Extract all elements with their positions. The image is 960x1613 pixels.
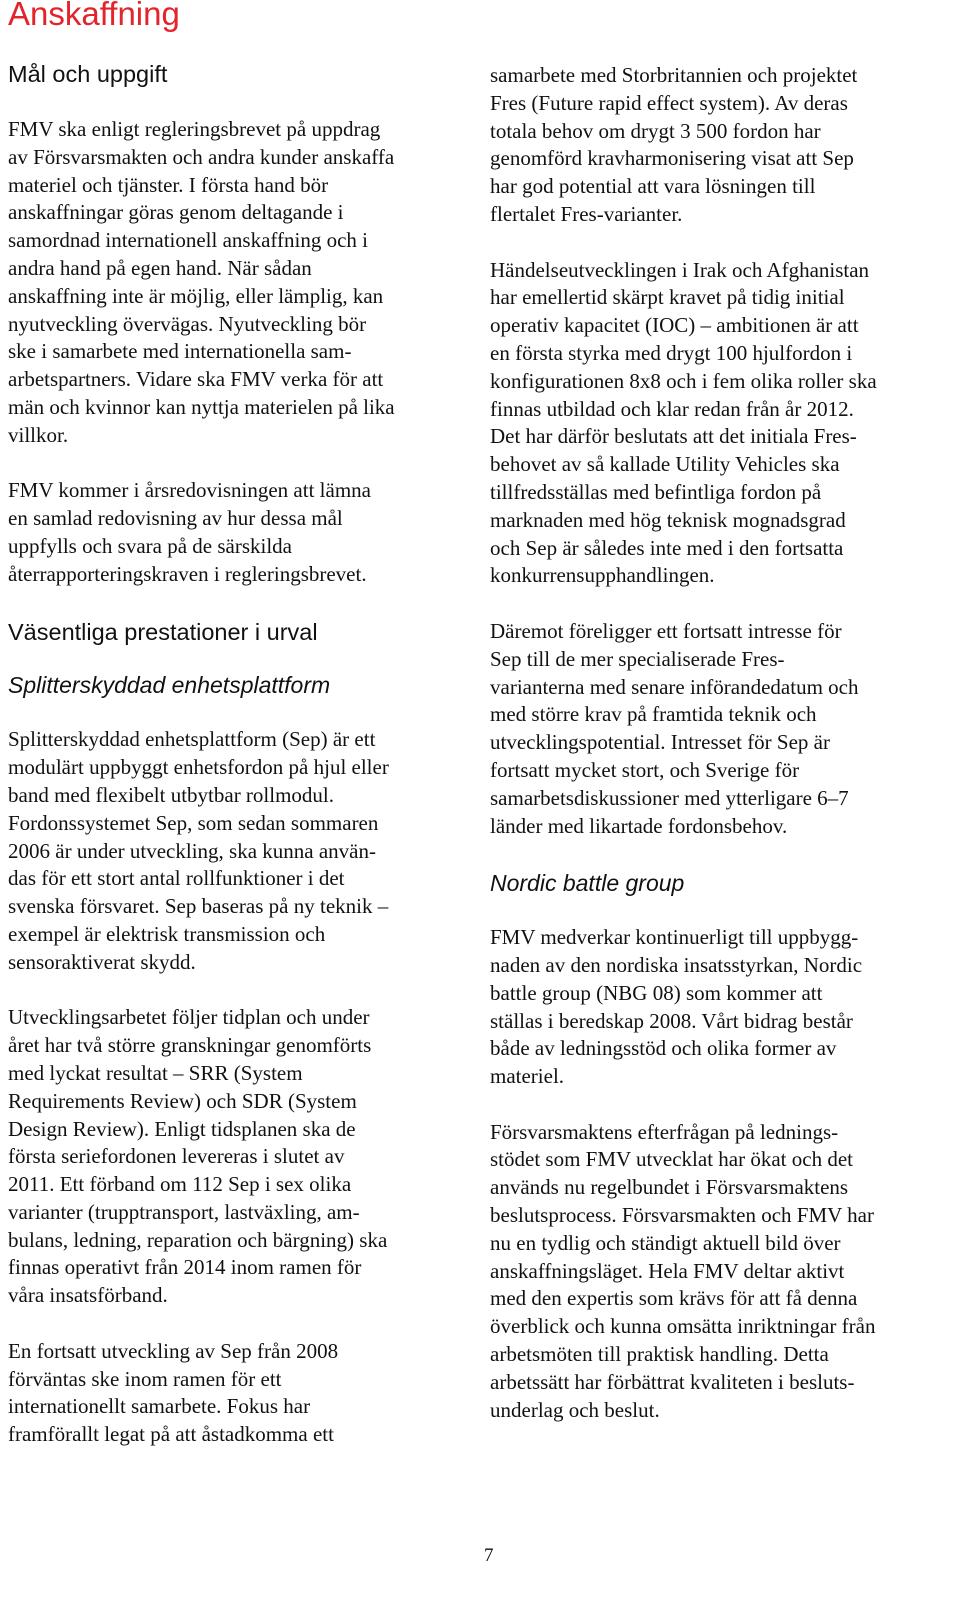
paragraph xyxy=(8,1338,458,1449)
text-line: FMV kommer i årsredovisningen att lämna xyxy=(8,478,371,503)
text-line: med större krav på framtida teknik och xyxy=(490,702,817,727)
text-line: med den expertis som krävs för att få denna xyxy=(490,1286,858,1311)
text-line: finnas operativt från 2014 inom ramen för xyxy=(8,1255,362,1280)
text-line: nu en tydlig och ständigt aktuell bild över xyxy=(490,1230,841,1255)
text-line: stödet som FMV utvecklat har ökat och det xyxy=(490,1147,853,1172)
text-line: marknaden med hög teknisk mognadsgrad xyxy=(490,507,846,532)
text-line: män och kvinnor kan nyttja materielen på lika xyxy=(8,394,395,419)
text-line: villkor. xyxy=(8,422,69,447)
text-line: finnas utbildad och klar redan från år 2012. xyxy=(490,396,854,421)
text-line: och Sep är således inte med i den fortsatta xyxy=(490,535,844,560)
text-line: nyutveckling övervägas. Nyutveckling bör xyxy=(8,311,367,336)
paragraph xyxy=(8,726,458,976)
text-line: svenska försvaret. Sep baseras på ny teknik – xyxy=(8,894,389,919)
text-line: Utvecklingsarbetet följer tidplan och under xyxy=(8,1005,370,1030)
text-line: bulans, ledning, reparation och bärgning) ska xyxy=(8,1227,388,1252)
text-line: konkurrensupphandlingen. xyxy=(490,563,715,588)
text-line: våra insatsförband. xyxy=(8,1283,168,1308)
text-line: materiel. xyxy=(490,1064,565,1089)
text-line: första seriefordonen levereras i slutet av xyxy=(8,1144,345,1169)
text-line: underlag och beslut. xyxy=(490,1397,660,1422)
page-number: 7 xyxy=(484,1545,494,1566)
text-line: internationellt samarbete. Fokus har xyxy=(8,1394,311,1419)
text-line: förväntas ske inom ramen för ett xyxy=(8,1366,282,1391)
text-line: materiel och tjänster. I första hand bör xyxy=(8,172,329,197)
text-line: tillfredsställas med befintliga fordon på xyxy=(490,479,822,504)
page-title: Anskaffning xyxy=(8,0,180,32)
text-line: en samlad redovisning av hur dessa mål xyxy=(8,506,343,531)
text-line: arbetsmöten till praktisk handling. Detta xyxy=(490,1342,829,1367)
text-line: En fortsatt utveckling av Sep från 2008 xyxy=(8,1338,339,1363)
heading-mal-och-uppgift: Mål och uppgift xyxy=(8,61,168,87)
text-line: FMV ska enligt regleringsbrevet på uppdrag xyxy=(8,117,381,141)
text-line: Sep till de mer specialiserade Fres- xyxy=(490,646,785,671)
text-line: genomförd kravharmonisering visat att Sep xyxy=(490,146,854,171)
text-line: konfigurationen 8x8 och i fem olika roller ska xyxy=(490,368,877,393)
text-line: utvecklingspotential. Intresset för Sep är xyxy=(490,730,830,755)
text-line: 2006 är under utveckling, ska kunna använ- xyxy=(8,838,376,863)
left-column xyxy=(8,58,458,1477)
text-line: både av ledningsstöd och olika former av xyxy=(490,1036,837,1061)
text-line: FMV medverkar kontinuerligt till uppbygg- xyxy=(490,925,859,950)
text-line: arbetspartners. Vidare ska FMV verka för att xyxy=(8,367,384,392)
text-line: anskaffningsläget. Hela FMV deltar aktivt xyxy=(490,1258,845,1283)
text-line: anskaffningar göras genom deltagande i xyxy=(8,200,344,225)
text-line: Fordonssystemet Sep, som sedan sommaren xyxy=(8,810,379,835)
text-line: das för ett stort antal rollfunktioner i det xyxy=(8,866,345,891)
subheading-nordic-battle-group: Nordic battle group xyxy=(490,870,685,897)
text-line: andra hand på egen hand. När sådan xyxy=(8,255,312,280)
text-line: Design Review). Enligt tidsplanen ska de xyxy=(8,1116,356,1141)
paragraph xyxy=(490,618,940,840)
text-line: framförallt legat på att åstadkomma ett xyxy=(8,1422,334,1447)
text-line: operativ kapacitet (IOC) – ambitionen är att xyxy=(490,313,859,338)
text-line: 2011. Ett förband om 112 Sep i sex olika xyxy=(8,1172,352,1197)
text-line: battle group (NBG 08) som kommer att xyxy=(490,980,823,1005)
text-line: återrapporteringskraven i regleringsbrevet. xyxy=(8,561,367,586)
text-line: samarbete med Storbritannien och projektet xyxy=(490,63,858,87)
text-line: totala behov om drygt 3 500 fordon har xyxy=(490,118,821,143)
text-line: med lyckat resultat – SRR (System xyxy=(8,1060,303,1085)
text-line: en första styrka med drygt 100 hjulfordon i xyxy=(490,340,853,365)
paragraph xyxy=(490,257,940,591)
text-line: varianter (trupptransport, lastväxling, am- xyxy=(8,1199,360,1224)
paragraph xyxy=(8,1004,458,1310)
text-line: sensoraktiverat skydd. xyxy=(8,949,196,974)
text-line: Däremot föreligger ett fortsatt intresse för xyxy=(490,618,842,643)
paragraph xyxy=(490,1119,940,1425)
text-line: varianterna med senare införandedatum och xyxy=(490,674,859,699)
text-line: Det har därför beslutats att det initiala Fres- xyxy=(490,424,857,449)
text-line: har emellertid skärpt kravet på tidig initial xyxy=(490,285,845,310)
text-line: året har två större granskningar genomförts xyxy=(8,1033,372,1058)
text-line: Försvarsmaktens efterfrågan på lednings- xyxy=(490,1119,839,1144)
text-line: naden av den nordiska insatsstyrkan, Nordic xyxy=(490,952,863,977)
text-line: anskaffning inte är möjlig, eller lämplig, kan xyxy=(8,283,384,308)
text-line: länder med likartade fordonsbehov. xyxy=(490,813,788,838)
text-line: uppfylls och svara på de särskilda xyxy=(8,533,293,558)
subheading-splitterskyddad-enhetsplattform: Splitterskyddad enhetsplattform xyxy=(8,672,331,699)
paragraph xyxy=(8,116,458,450)
text-line: arbetssätt har förbättrat kvaliteten i besluts- xyxy=(490,1369,855,1394)
text-line: beslutsprocess. Försvarsmakten och FMV har xyxy=(490,1203,874,1228)
text-line: Splitterskyddad enhetsplattform (Sep) är ett xyxy=(8,727,376,752)
right-column xyxy=(490,62,940,1452)
text-line: av Försvarsmakten och andra kunder anskaffa xyxy=(8,144,395,169)
paragraph xyxy=(8,477,458,588)
text-line: Händelseutvecklingen i Irak och Afghanistan xyxy=(490,257,870,282)
text-line: ske i samarbete med internationella sam- xyxy=(8,339,352,364)
text-line: överblick och kunna omsätta inriktningar från xyxy=(490,1314,876,1339)
text-line: ställas i beredskap 2008. Vårt bidrag består xyxy=(490,1008,853,1033)
text-line: samordnad internationell anskaffning och i xyxy=(8,228,369,253)
text-line: används nu regelbundet i Försvarsmaktens xyxy=(490,1175,849,1200)
text-line: har god potential att vara lösningen till xyxy=(490,174,816,199)
text-line: samarbetsdiskussioner med ytterligare 6–7 xyxy=(490,785,849,810)
text-line: flertalet Fres-varianter. xyxy=(490,201,683,226)
paragraph xyxy=(490,62,940,229)
text-line: fortsatt mycket stort, och Sverige för xyxy=(490,757,800,782)
text-line: Fres (Future rapid effect system). Av deras xyxy=(490,90,848,115)
text-line: Requirements Review) och SDR (System xyxy=(8,1088,357,1113)
paragraph xyxy=(490,924,940,1091)
text-line: band med flexibelt utbytbar rollmodul. xyxy=(8,782,335,807)
heading-vasentliga-prestationer: Väsentliga prestationer i urval xyxy=(8,619,318,646)
text-line: modulärt uppbyggt enhetsfordon på hjul eller xyxy=(8,755,389,780)
text-line: exempel är elektrisk transmission och xyxy=(8,921,326,946)
text-line: behovet av så kallade Utility Vehicles ska xyxy=(490,452,840,477)
